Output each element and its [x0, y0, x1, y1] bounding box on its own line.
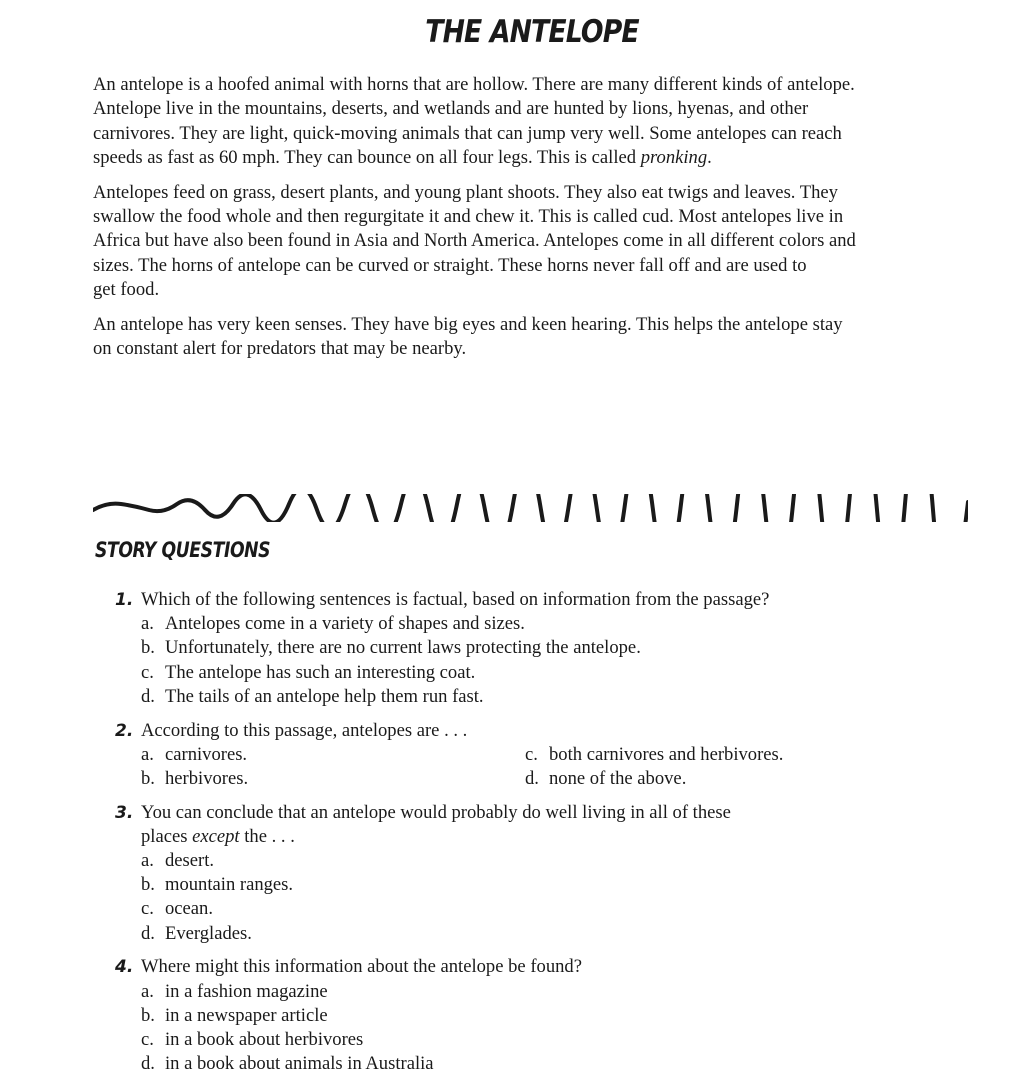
- answer-option[interactable]: [525, 743, 909, 767]
- option-letter: c.: [141, 1028, 154, 1050]
- passage-paragraph-3: [93, 313, 973, 362]
- option-letter: a.: [141, 743, 154, 765]
- option-text: ocean.: [165, 898, 214, 920]
- passage-text: .: [707, 147, 712, 169]
- wavy-divider: [93, 494, 968, 522]
- option-text: mountain ranges.: [165, 874, 294, 896]
- section-heading: STORY QUESTIONS: [95, 538, 271, 562]
- question-number: 3.: [115, 802, 134, 823]
- answer-option[interactable]: [141, 849, 995, 873]
- option-text: none of the above.: [549, 767, 687, 789]
- option-letter: c.: [141, 898, 154, 920]
- passage-paragraph-1: [93, 73, 973, 171]
- reading-passage: [93, 73, 973, 371]
- answer-option[interactable]: [141, 1004, 995, 1028]
- italic-term: except: [192, 825, 240, 847]
- option-text: carnivores.: [165, 743, 248, 765]
- passage-paragraph-2: [93, 181, 973, 303]
- question-text-part: the . . .: [239, 825, 295, 847]
- option-text: herbivores.: [165, 767, 249, 789]
- passage-line: An antelope is a hoofed animal with horns that are hollow. There are many different kinds of antelope.: [93, 74, 855, 95]
- answer-option[interactable]: [141, 897, 995, 921]
- wavy-divider-line: [93, 494, 968, 522]
- answer-option[interactable]: [141, 1028, 995, 1052]
- option-text: Antelopes come in a variety of shapes and sizes.: [165, 613, 525, 635]
- question-text: Which of the following sentences is factual, based on information from the passage?: [141, 589, 770, 610]
- question-text: [141, 801, 995, 849]
- question-number: 1.: [115, 590, 134, 610]
- question-text: According to this passage, antelopes are . . .: [141, 719, 468, 741]
- question-text-part: places: [141, 825, 193, 847]
- passage-text: speeds as fast as 60 mph. They can bounce on all four legs. This is called: [93, 147, 641, 169]
- italic-term: pronking: [640, 147, 708, 169]
- option-text: in a book about animals in Australia: [165, 1053, 434, 1075]
- question-line: You can conclude that an antelope would probably do well living in all of these: [141, 801, 731, 823]
- question-3: [115, 801, 995, 946]
- passage-line: Africa but have also been found in Asia and North America. Antelopes come in all different colors and: [93, 230, 856, 252]
- option-text: in a fashion magazine: [165, 980, 328, 1002]
- option-letter: d.: [141, 1053, 155, 1075]
- question-4: [115, 955, 995, 1076]
- option-letter: a.: [141, 850, 154, 872]
- option-text: Everglades.: [165, 922, 252, 944]
- passage-line: carnivores. They are light, quick-moving animals that can jump very well. Some antelopes can reach: [93, 122, 842, 144]
- answer-options: [115, 980, 995, 1077]
- answer-options: [115, 849, 995, 946]
- passage-line: on constant alert for predators that may be nearby.: [93, 338, 467, 360]
- option-letter: d.: [525, 767, 539, 789]
- question-2: [115, 719, 995, 792]
- option-letter: d.: [141, 685, 155, 707]
- answer-options: [115, 743, 995, 791]
- passage-line: get food.: [93, 279, 160, 301]
- question-line: [141, 825, 995, 849]
- option-text: Unfortunately, there are no current laws protecting the antelope.: [165, 637, 641, 659]
- answer-option[interactable]: [141, 636, 995, 660]
- option-letter: a.: [141, 980, 154, 1002]
- answer-option[interactable]: [141, 661, 995, 685]
- passage-line: Antelopes feed on grass, desert plants, and young plant shoots. They also eat twigs and leaves. They: [93, 181, 838, 203]
- answer-option[interactable]: [141, 980, 995, 1004]
- option-text: The antelope has such an interesting coat.: [165, 661, 476, 683]
- question-1: [115, 588, 995, 709]
- questions-list: [115, 588, 995, 1086]
- option-letter: b.: [141, 767, 155, 789]
- question-number: 2.: [115, 720, 134, 741]
- option-text: The tails of an antelope help them run fast.: [165, 685, 484, 707]
- passage-line: An antelope has very keen senses. They have big eyes and keen hearing. This helps the antelope stay: [93, 313, 843, 335]
- option-letter: b.: [141, 637, 155, 659]
- option-text: both carnivores and herbivores.: [549, 743, 784, 765]
- option-text: in a book about herbivores: [165, 1028, 364, 1050]
- passage-line: [93, 146, 973, 170]
- answer-option[interactable]: [141, 685, 995, 709]
- passage-line: Antelope live in the mountains, deserts, and wetlands and are hunted by lions, hyenas, and other: [93, 98, 809, 120]
- option-letter: a.: [141, 613, 154, 635]
- passage-line: sizes. The horns of antelope can be curved or straight. These horns never fall off and are used to: [93, 254, 807, 276]
- option-letter: b.: [141, 1004, 155, 1026]
- option-text: desert.: [165, 850, 215, 872]
- question-number: 4.: [115, 957, 134, 978]
- option-text: in a newspaper article: [165, 1004, 328, 1026]
- option-letter: b.: [141, 874, 155, 896]
- question-text: Where might this information about the antelope be found?: [141, 956, 582, 978]
- page-title: THE ANTELOPE: [425, 14, 639, 50]
- answer-option[interactable]: [141, 743, 525, 767]
- option-letter: c.: [525, 743, 538, 765]
- option-letter: c.: [141, 661, 154, 683]
- answer-option[interactable]: [141, 873, 995, 897]
- answer-option[interactable]: [141, 922, 995, 946]
- option-letter: d.: [141, 922, 155, 944]
- answer-option[interactable]: [141, 767, 525, 791]
- answer-option[interactable]: [141, 612, 995, 636]
- answer-option[interactable]: [141, 1052, 995, 1076]
- answer-options: [115, 612, 995, 709]
- answer-option[interactable]: [525, 767, 909, 791]
- passage-line: swallow the food whole and then regurgitate it and chew it. This is called cud. Most antelopes live in: [93, 206, 844, 228]
